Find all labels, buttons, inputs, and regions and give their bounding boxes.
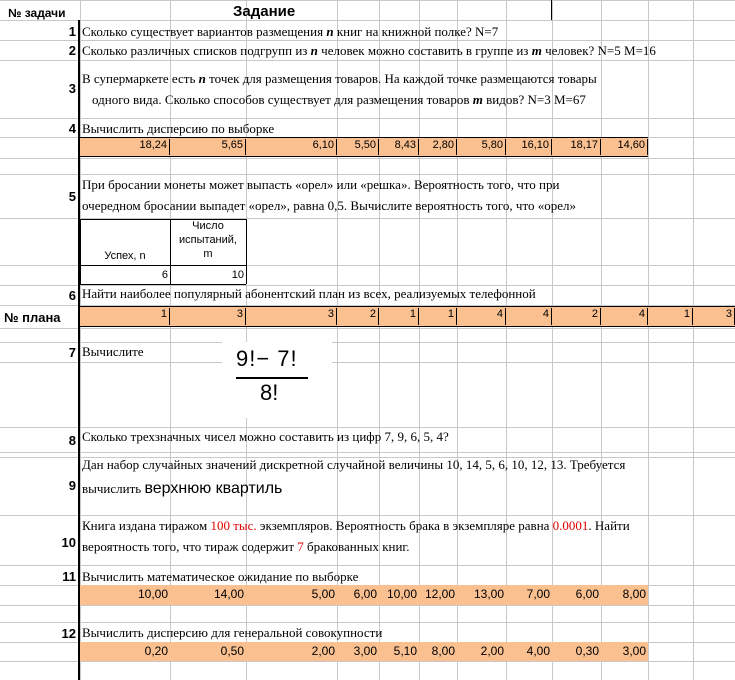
formula-numerator: 9!− 7! (236, 346, 298, 371)
sample-12-cell[interactable]: 4,00 (526, 644, 550, 658)
task-text-5: При бросании монеты может выпасть «орел» или «решка». Вероятность того, что при очередном бросании выпадет «орел», равна 0,5. Вычислите вероятность того, что «орел» (82, 177, 576, 213)
plan-cell[interactable]: 1 (648, 308, 693, 325)
task-text-9: Дан набор случайных значений дискретной случайной величины 10, 14, 5, 6, 10, 12, 13. Требуется вычислить верхнюю квартиль (82, 457, 626, 497)
task-text-11: Вычислить математическое ожидание по выборке (82, 569, 359, 584)
table-head-success: Успех, n (104, 250, 146, 262)
plan-cell[interactable]: 4 (601, 308, 648, 325)
task-text-2: Сколько различных списков подгрупп из n человек можно составить в группе из m человек? N=5 M=16 (82, 43, 656, 58)
task-number-11: 11 (62, 569, 76, 584)
task-text-3: В супермаркете есть n точек для размещения товаров. На каждой точке размещаются товары одного вида. Сколько способов существует для размещения товаров m видов? N=3 M=67 (82, 71, 597, 107)
table-value-trials[interactable]: 10 (231, 269, 244, 281)
task-number-2: 2 (68, 43, 76, 58)
task-number-6: 6 (68, 288, 76, 303)
header-task-number: № задачи (8, 6, 66, 20)
task-number-9: 9 (68, 478, 76, 493)
sample-4-cell[interactable]: 18,24 (80, 139, 170, 155)
table-head-trials: Число испытаний, m (179, 220, 237, 260)
plan-number-label: № плана (4, 310, 61, 325)
plan-cell[interactable]: 2 (552, 308, 601, 325)
plan-cell[interactable]: 3 (693, 308, 735, 325)
sample-11-cell[interactable]: 10,00 (386, 587, 417, 601)
task-text-7: Вычислите (82, 344, 144, 359)
sample-4-cell[interactable]: 5,50 (337, 139, 379, 155)
sample-4-cell[interactable]: 18,17 (552, 139, 601, 155)
sample-12-cell[interactable]: 0,50 (220, 644, 244, 658)
task-number-3: 3 (68, 81, 76, 96)
task-number-10: 10 (61, 535, 76, 550)
sample-12-cell[interactable]: 2,00 (311, 644, 335, 658)
sample-11-cell[interactable]: 14,00 (213, 587, 244, 601)
sample-4-cell[interactable]: 8,43 (379, 139, 419, 155)
task-number-1: 1 (68, 24, 76, 39)
sample-11-cell[interactable]: 6,00 (575, 587, 599, 601)
header-task: Задание (233, 3, 296, 20)
task-text-4: Вычислить дисперсию по выборке (82, 121, 275, 136)
sample-11-cell[interactable]: 5,00 (311, 587, 335, 601)
plan-cell[interactable]: 3 (246, 308, 337, 325)
sample-4-cell[interactable]: 14,60 (601, 139, 648, 155)
task-number-12: 12 (61, 626, 76, 641)
sample-11-cell[interactable]: 8,00 (622, 587, 646, 601)
task-text-1: Сколько существует вариантов размещения n книг на книжной полке? N=7 (82, 24, 499, 39)
table-value-success[interactable]: 6 (161, 269, 168, 281)
plan-cell[interactable]: 2 (337, 308, 379, 325)
sample-12-cell[interactable]: 3,00 (622, 644, 646, 658)
sample-11-cell[interactable]: 12,00 (424, 587, 455, 601)
plan-cell[interactable]: 3 (170, 308, 246, 325)
formula-image (222, 342, 332, 418)
upper-quartile-label: верхнюю квартиль (144, 480, 283, 497)
sample-4-cell[interactable]: 16,10 (506, 139, 552, 155)
sample-4-cell[interactable]: 2,80 (419, 139, 457, 155)
formula-fraction-bar (236, 377, 308, 379)
sample-12-cell[interactable]: 0,20 (144, 644, 168, 658)
task-text-12: Вычислить дисперсию для генеральной совокупности (82, 625, 383, 640)
plan-cell[interactable]: 4 (457, 308, 506, 325)
sample-12-cell[interactable]: 2,00 (480, 644, 504, 658)
plan-cell[interactable]: 1 (80, 308, 170, 325)
formula-denominator: 8! (260, 380, 279, 405)
sample-11-cell[interactable]: 7,00 (526, 587, 550, 601)
task-number-7: 7 (68, 345, 76, 360)
task-number-5: 5 (68, 189, 76, 204)
task-text-6: Найти наиболее популярный абонентский план из всех, реализуемых телефонной (82, 286, 536, 301)
sample-12-cell[interactable]: 8,00 (431, 644, 455, 658)
sample-4-cell[interactable]: 5,65 (170, 139, 246, 155)
sample-12-cell[interactable]: 3,00 (353, 644, 377, 658)
plan-cell[interactable]: 1 (379, 308, 419, 325)
task-text-8: Сколько трехзначных чисел можно составить из цифр 7, 9, 6, 5, 4? (82, 429, 449, 444)
sample-4-cell[interactable]: 5,80 (457, 139, 506, 155)
task-number-8: 8 (68, 433, 76, 448)
plan-cell[interactable]: 4 (506, 308, 552, 325)
sample-11-cell[interactable]: 10,00 (137, 587, 168, 601)
sample-12-cell[interactable]: 0,30 (575, 644, 599, 658)
sample-11-cell[interactable]: 13,00 (473, 587, 504, 601)
plan-cell[interactable]: 1 (419, 308, 457, 325)
task-number-4: 4 (68, 121, 76, 136)
task-text-10: Книга издана тиражом 100 тыс. экземпляров. Вероятность брака в экземпляре равна 0.0001. Найти вероятность того, что тираж содержит 7 бракованных книг. (82, 518, 630, 554)
sample-12-cell[interactable]: 5,10 (393, 644, 417, 658)
sample-4-cell[interactable]: 6,10 (246, 139, 337, 155)
sample-11-cell[interactable]: 6,00 (353, 587, 377, 601)
